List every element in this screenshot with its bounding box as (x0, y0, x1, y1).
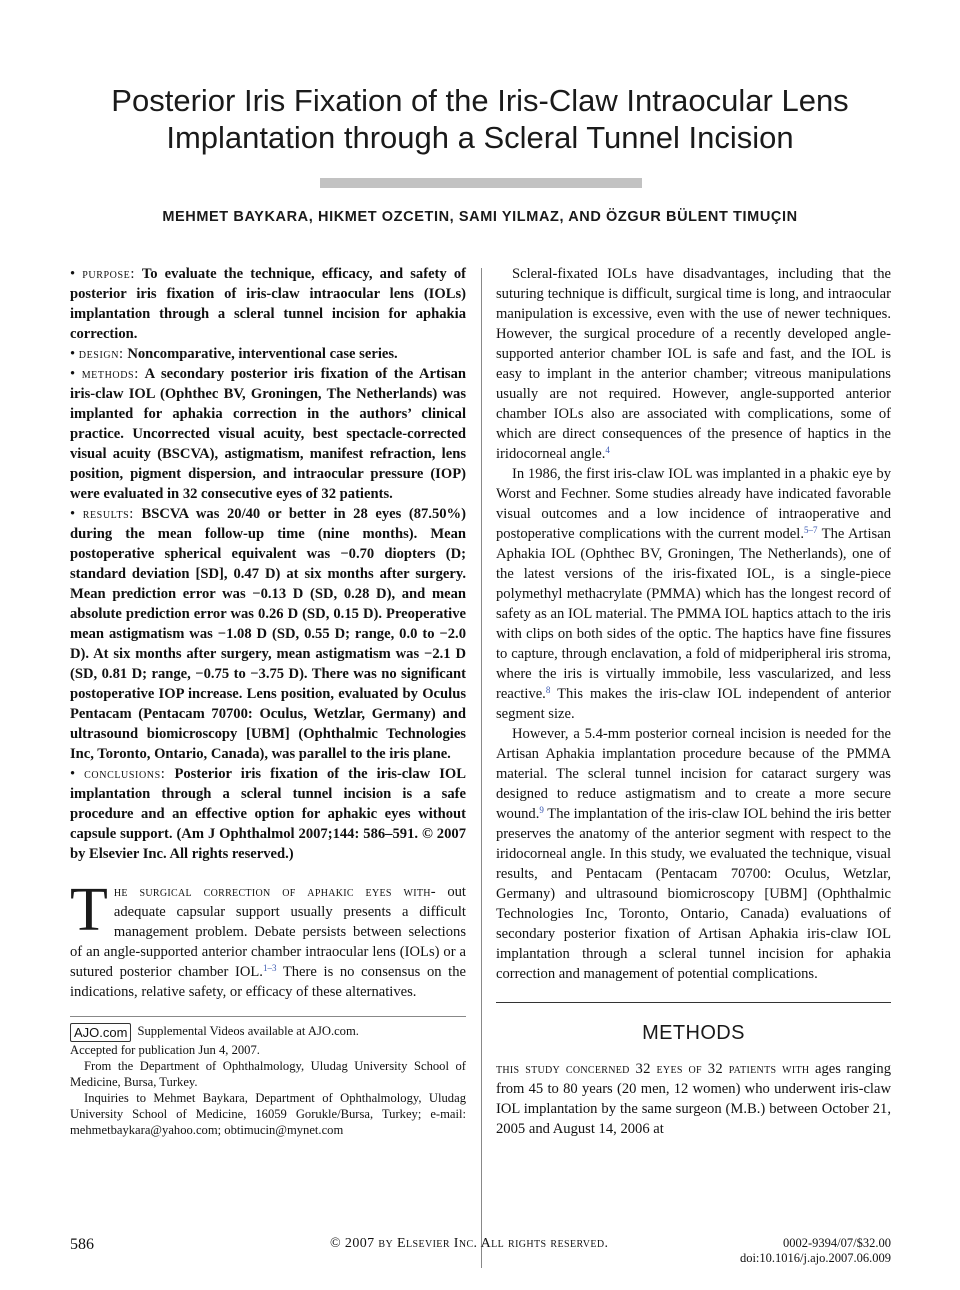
p3-text-b: The implantation of the iris-claw IOL behind the iris better preserves the anatomy of the anterior segment with respect to the iridocorneal angle. In this study, we evaluated the technique, visual results, and Pentacam (Pentacam 70700: Oculus, Wetzlar, Germany) and ultrasound biomicroscopy [UBM] (Ophthalmic Technologies Inc, Toronto, Ontario, Canada) evaluations of secondary posterior fixation of Artisan Aphakia iris-claw IOL implantation through a scleral tunnel incision for aphakia correction and management of potential complications. (496, 806, 891, 982)
accepted-note: Accepted for publication Jun 4, 2007. (70, 1043, 260, 1057)
p2-text-c: This makes the iris-claw IOL independent of anterior segment size. (496, 686, 891, 722)
title-rule (320, 178, 642, 188)
intro-paragraph (70, 876, 467, 1002)
abstract-citation: (Am J Ophthalmol 2007;144: 586–591. © 2007 by Elsevier Inc. All rights reserved.) (70, 826, 466, 862)
methods-section (496, 1059, 891, 1139)
section-rule (496, 1002, 891, 1003)
body-paragraph-2 (496, 464, 891, 724)
body-paragraph-3 (496, 724, 891, 984)
methods-heading: METHODS (642, 1022, 745, 1044)
p1-text: Scleral-fixated IOLs have disadvantages, including that the suturing technique is difficult, surgical time is long, and intraocular manipulation is excessive, even with the use of newer techniques. However, the surgical procedure of a recently developed angle-supported anterior chamber IOL is safe and fast, and the IOL is easy to implant in the anterior chamber; vitreous manipulations usually are not required. However, angle-supported anterior chamber IOLs also are associated with complications, some of which are direct consequences of the presence of haptics in the iridocorneal angle. (496, 266, 891, 462)
ref-link[interactable]: 5–7 (803, 525, 818, 535)
right-column (496, 264, 891, 1139)
methods-lead: this study concerned 32 eyes of 32 patients with (496, 1061, 810, 1077)
results-label: results: (82, 506, 134, 522)
bullet-icon: • (70, 506, 76, 522)
body-paragraph-1 (496, 264, 891, 464)
abstract (70, 264, 466, 864)
abstract-results (70, 504, 466, 764)
footnotes (70, 1016, 466, 1138)
inquiries-note: Inquiries to Mehmet Baykara, Department of Ophthalmology, Uludag University School of Medicine, 16059 Gorukle/Bursa, Turkey; e-mail: mehmetbaykara@yahoo.com; obtimucin@mynet.com (70, 1091, 466, 1137)
ref-link[interactable]: 1–3 (262, 963, 277, 973)
abstract-methods (70, 364, 466, 504)
methods-text: A secondary posterior iris fixation of the Artisan iris-claw IOL (Ophthec BV, Groningen, The Netherlands) was implanted for aphakia correction in the authors’ clinical practice. Uncorrected visual acuity, best spectacle-corrected visual acuity (BSCVA), astigmatism, manifest refraction, lens position, pigment dispersion, and intraocular pressure (IOP) were evaluated in 32 consecutive eyes of 32 patients. (70, 366, 466, 502)
p2-text-b: The Artisan Aphakia IOL (Ophthec BV, Groningen, The Netherlands), one of the latest versions of the iris-fixated IOL, is a single-piece polymethyl methacrylate (PMMA) which has the longest record of safety as an IOL material. The PMMA IOL haptics attach to the iris with clips on both sides of the optic. The haptics have fine fissures to capture, through enclavation, a fold of midperipheral iris stroma, where the iris is virtually immobile, less vascularized, and less reactive. (496, 526, 891, 702)
left-column (70, 264, 466, 1138)
author-list: MEHMET BAYKARA, HIKMET OZCETIN, SAMI YILMAZ, AND ÖZGUR BÜLENT TIMUÇIN (162, 209, 798, 225)
intro-text-b: There is no consensus on the indications, relative safety, or efficacy of these alternatives. (70, 964, 467, 1000)
purpose-label: purpose: (82, 266, 135, 282)
p2-text-a: In 1986, the first iris-claw IOL was implanted in a phakic eye by Worst and Fechner. Some studies already have indicated favorable visual outcomes and a low incidence of intraoperative and postoperative complications with the current model. (496, 466, 891, 542)
methods-paragraph (496, 1059, 891, 1139)
abstract-conclusions (70, 764, 466, 864)
bullet-icon: • (70, 346, 76, 362)
copyright-line: © 2007 by Elsevier Inc. All rights reserved. (330, 1236, 609, 1251)
ajo-logo[interactable]: AJO.com (70, 1023, 131, 1042)
article-title (40, 82, 920, 156)
supplemental-note (70, 1023, 466, 1042)
footer-ids (740, 1236, 891, 1266)
conclusions-text: Posterior iris fixation of the iris-claw IOL implantation through a scleral tunnel incision is a safe procedure and an effective option for aphakic eyes without capsule support. (70, 766, 466, 842)
results-text: BSCVA was 20/40 or better in 28 eyes (87.50%) during the mean follow-up time (nine months). Mean postoperative spherical equivalent was −0.70 diopters (D; standard deviation [SD], 0.47 D) at six months after surgery. Mean prediction error was −0.13 D (SD, 0.28 D), and mean absolute prediction error was 0.26 D (SD, 0.15 D). Preoperative mean astigmatism was −1.08 D (SD, 0.55 D; range, 0.0 to −2.0 D). At six months after surgery, mean astigmatism was −2.1 D (SD, 0.81 D; range, −0.75 to −3.75 D). There was no significant postoperative IOP increase. Lens position, evaluated by Oculus Pentacam (Pentacam 70700: Oculus, Wetzlar, Germany) and ultrasound biomicroscopy [UBM] (Ophthalmic Technologies Inc, Toronto, Ontario, Canada), was parallel to the iris plane. (70, 506, 466, 762)
title-line-2: Implantation through a Scleral Tunnel Incision (166, 120, 794, 155)
intro-text-a: out adequate capsular support usually presents a difficult management problem. Debate persists between selections of an angle-supported anterior chamber intraocular lens (IOLs) or a sutured posterior chamber IOL. (70, 884, 466, 980)
drop-cap: T (70, 876, 108, 944)
conclusions-label: conclusions: (84, 766, 166, 782)
issn: 0002-9394/07/$32.00 (783, 1236, 891, 1250)
abstract-purpose (70, 264, 466, 344)
bullet-icon: • (70, 366, 76, 382)
ref-link[interactable]: 9 (539, 805, 544, 815)
bullet-icon: • (70, 266, 76, 282)
bullet-icon: • (70, 766, 76, 782)
purpose-text: To evaluate the technique, efficacy, and safety of posterior iris fixation of iris-claw intraocular lens (IOLs) implantation through a scleral tunnel incision for aphakia correction. (70, 266, 466, 342)
doi-link[interactable]: doi:10.1016/j.ajo.2007.06.009 (739, 1251, 891, 1265)
title-line-1: Posterior Iris Fixation of the Iris-Claw Intraocular Lens (111, 83, 849, 118)
p3-text-a: However, a 5.4-mm posterior corneal incision is needed for the Artisan Aphakia implantation procedure because of the PMMA material. The scleral tunnel incision for cataract surgery was designed to reduce astigmatism and to create a more secure wound. (496, 726, 891, 822)
body-text (496, 264, 891, 984)
ref-link[interactable]: 8 (545, 685, 551, 695)
supplemental-text: Supplemental Videos available at AJO.com. (137, 1024, 359, 1038)
affiliation-note: From the Department of Ophthalmology, Uludag University School of Medicine, Bursa, Turkey. (70, 1059, 466, 1089)
ref-link[interactable]: 4 (605, 445, 610, 455)
methods-label: methods: (81, 366, 139, 382)
methods-body: ages ranging from 45 to 80 years (20 men, 12 women) who underwent iris-claw IOL implantation by the same surgeon (M.B.) between October 21, 2005 and August 14, 2006 at (496, 1061, 891, 1137)
design-label: design: (78, 346, 124, 362)
intro-lead: he surgical correction of aphakic eyes with- (113, 884, 436, 900)
column-divider (481, 268, 482, 1268)
page-number: 586 (70, 1236, 94, 1253)
introduction (70, 876, 467, 1002)
abstract-design (70, 344, 466, 364)
design-text: Noncomparative, interventional case series. (127, 346, 398, 362)
